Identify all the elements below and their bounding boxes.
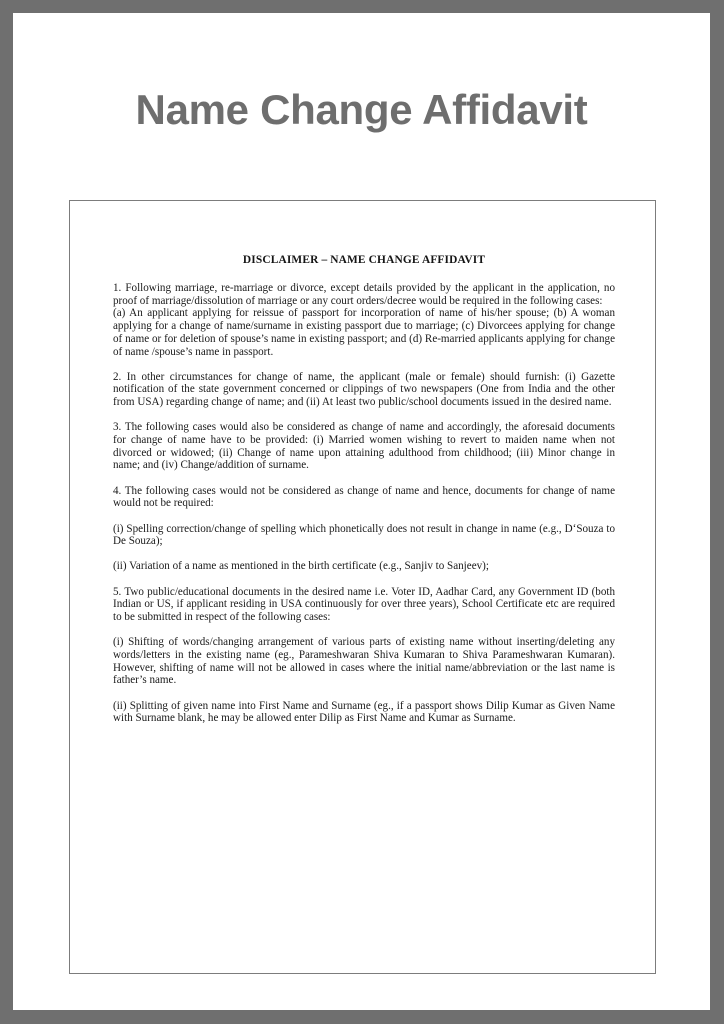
paragraph-5: 5. Two public/educational documents in the desired name i.e. Voter ID, Aadhar Card, any Government ID (both Indian or US, if applicant residing in USA continuously for over three years), School Certificate etc are required to be submitted in respect of the following cases: bbox=[113, 585, 615, 624]
disclaimer-heading: DISCLAIMER – NAME CHANGE AFFIDAVIT bbox=[242, 254, 486, 266]
affidavit-text-body bbox=[113, 253, 615, 725]
paragraph-4-item-i: (i) Spelling correction/change of spelling which phonetically does not result in change in name (e.g., D‘Souza to De Souza); bbox=[113, 522, 615, 548]
paragraph-1-cases: (a) An applicant applying for reissue of passport for incorporation of name of his/her spouse; (b) A woman applying for a change of name/surname in existing passport due to marriage; (c) Divorcees applying for change of name or for deletion of spouse’s name in existing passport; and (d) Re-married applicants applying for change of name /spouse’s name in passport. bbox=[113, 307, 615, 358]
paragraph-5-item-ii: (ii) Splitting of given name into First Name and Surname (eg., if a passport shows Dilip Kumar as Given Name with Surname blank, he may be allowed enter Dilip as First Name and Kumar as Surname. bbox=[113, 699, 615, 725]
affidavit-content-box bbox=[69, 200, 656, 974]
paragraph-4: 4. The following cases would not be considered as change of name and hence, documents for change of name would not be required: bbox=[113, 484, 615, 510]
paragraph-5-item-i: (i) Shifting of words/changing arrangement of various parts of existing name without inserting/deleting any words/letters in the existing name (eg., Parameshwaran Shiva Kumaran to Shiva Parameshwaran Kumaran). However, shifting of name will not be allowed in cases where the initial name/abbreviation or the last name is father’s name. bbox=[113, 636, 615, 687]
paragraph-2: 2. In other circumstances for change of name, the applicant (male or female) should furnish: (i) Gazette notification of the state government concerned or clippings of two newspapers (One from India and the other from USA) regarding change of name; and (ii) At least two public/school documents issued in the desired name. bbox=[113, 370, 615, 409]
paragraph-3: 3. The following cases would also be considered as change of name and accordingly, the aforesaid documents for change of name have to be provided: (i) Married women wishing to revert to maiden name when not divorced or widowed; (ii) Change of name upon attaining adulthood from childhood; (iii) Minor change in name; and (iv) Change/addition of surname. bbox=[113, 421, 615, 472]
page-title: Name Change Affidavit bbox=[135, 86, 588, 133]
paragraph-4-item-ii: (ii) Variation of a name as mentioned in the birth certificate (e.g., Sanjiv to Sanjeev); bbox=[113, 560, 489, 573]
document-page-sheet bbox=[13, 13, 710, 1010]
paragraph-1: 1. Following marriage, re-marriage or divorce, except details provided by the applicant in the application, no proof of marriage/dissolution of marriage or any court orders/decree would be required in the following cases: bbox=[113, 282, 615, 307]
